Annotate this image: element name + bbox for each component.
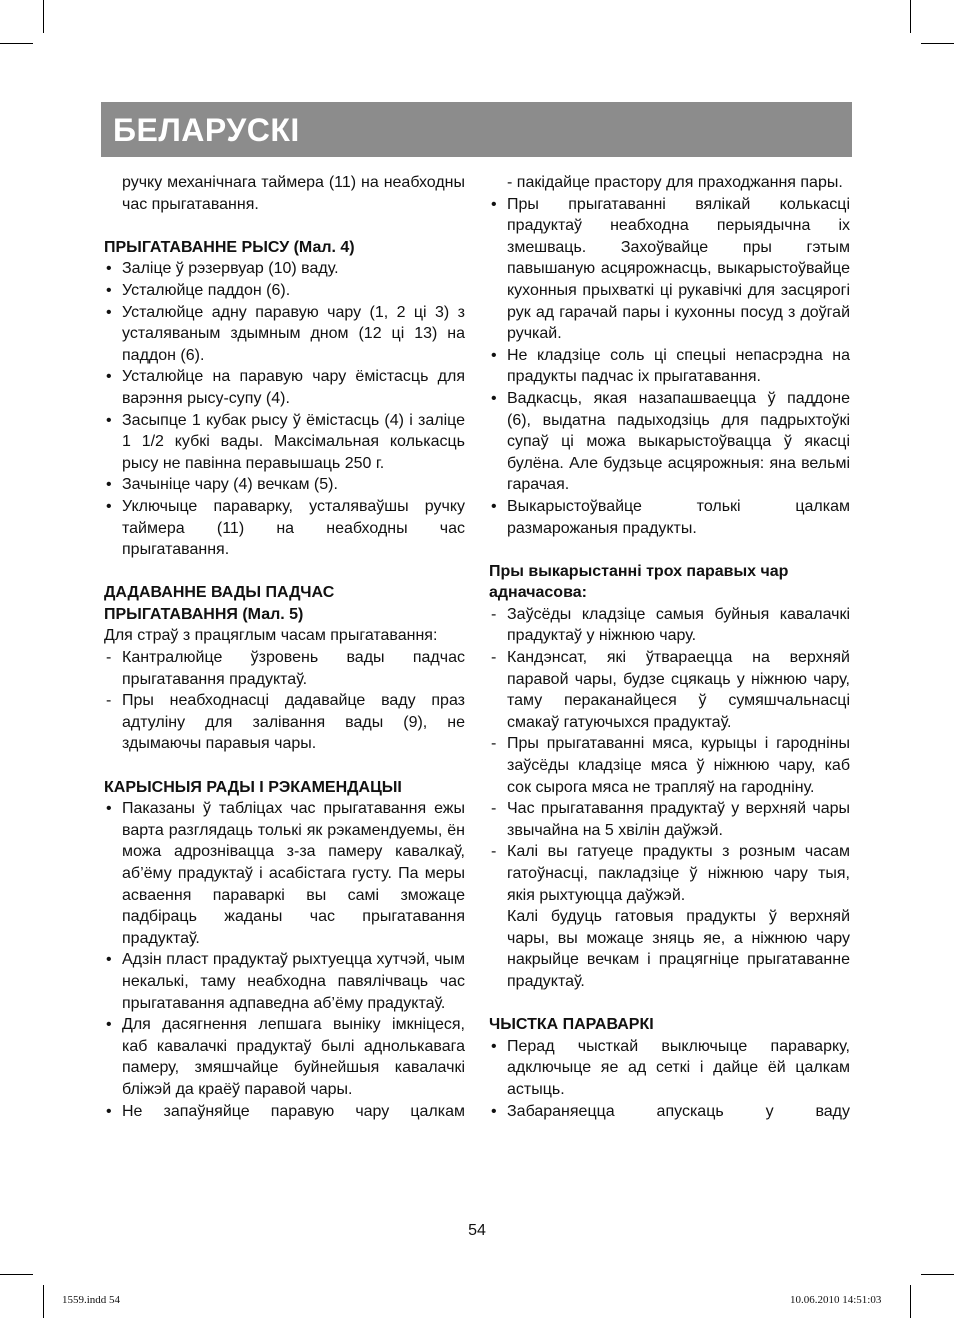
list-item: - Пры прыгатаванні мяса, курыцы і гародніны заўсёды кладзіце мяса ў ніжнюю чару, каб сок сырога мяса не трапляў на гародніну.	[491, 735, 850, 796]
bullet-icon: •	[106, 303, 112, 321]
crop-mark	[0, 43, 33, 44]
crop-mark	[910, 0, 911, 33]
section-heading-water: ДАДАВАННЕ ВАДЫ ПАДЧАС ПРЫГАТАВАННЯ (Мал. 5)	[104, 584, 335, 623]
list-item: • Паказаны ў табліцах час прыгатавання ежы варта разглядаць толькі як рэкамендуемы, ён можа адрозніваццa з-за памеру кавалкаў, аб’ёму прадуктаў і асабістага густу. Па меры асваення параваркі вы самі зможаце падбіраць жаданы час прыгатавання прадуктаў.	[106, 800, 465, 947]
list-item: • Перад чысткай выключыце параварку, адключыце яе ад сеткі і дайце ёй цалкам астыць.	[491, 1037, 850, 1098]
list-item: • Адзін пласт прадуктаў рыхтуецца хутчэй, чым некалькі, таму неабходна павялічваць час прыгатавання адпаведна аб’ёму прадуктаў.	[106, 951, 465, 1012]
section-heading-rice: ПРЫГАТАВАННЕ РЫСУ (Мал. 4)	[104, 238, 355, 256]
list-item: - Кантралюйце ўзровень вады падчас прыгатавання прадуктаў.	[106, 649, 465, 688]
slug-timestamp: 10.06.2010 14:51:03	[790, 1294, 882, 1306]
bullet-icon: •	[491, 346, 497, 364]
list-item: • Для дасягнення лепшага выніку імкніцеся, каб кавалачкі прадуктаў былі аднолькавага памеру, змяшчайце буйнейшыя кавалачкі бліжэй да краёў паравой чары.	[106, 1016, 465, 1098]
list-item: - Калі вы гатуеце прадукты з розным часам гатоўнасці, пакладзіце ў ніжнюю чару тыя, якія рыхтуюцца даўжэй.	[491, 843, 850, 904]
dash-marker: -	[106, 692, 112, 710]
bullet-icon: •	[491, 1102, 497, 1120]
bullet-icon: •	[106, 497, 112, 515]
list-item-continuation: Калі будуць гатовыя прадукты ў верхняй чары, вы можаце зняць яе, а ніжнюю чару накрыйце вечкам і працягніце прыгатаванне прадуктаў.	[507, 908, 850, 990]
bullet-icon: •	[491, 195, 497, 213]
bullet-icon: •	[491, 497, 497, 515]
bullet-icon: •	[106, 1102, 112, 1120]
crop-mark	[921, 43, 954, 44]
list-item: • Забараняецца апускаць у ваду	[489, 1101, 850, 1123]
list-item: • Усталюйце на паравую чару ёмістасць для варэння рысу-супу (4).	[106, 368, 465, 407]
list-item: • Пры прыгатаванні вялікай колькасці прадуктаў неабходна перыядычна іх змешваць. Захоўвайце пры гэтым павышаную асцярожнасць, выкарыстоўвайце кухонныя прыхваткі ці рукавічкі для засцярогі рук ад гарачай пары і кухонны посуд з доўгай ручкай.	[491, 195, 850, 343]
crop-mark	[910, 1285, 911, 1318]
list-item: • Усталюйце адну паравую чару (1, 2 ці 3) з усталяваным здымным дном (12 ці 13) на паддон (6).	[106, 303, 465, 364]
crop-mark	[921, 1274, 954, 1275]
dash-marker: -	[491, 605, 497, 623]
continued-paragraph: - пакідайце прастору для праходжання пары.	[507, 174, 843, 191]
dash-marker: -	[491, 649, 497, 667]
right-column	[489, 172, 850, 1122]
bullet-icon: •	[106, 368, 112, 386]
crop-mark	[0, 1274, 33, 1275]
list-item: - Кандэнсат, які ўтвараецца на верхняй паравой чары, будзе сцякаць у ніжнюю чару, таму пераканайцеся ў сумяшчальнасці смакаў гатуючыхся прадуктаў.	[491, 649, 850, 731]
crop-mark	[43, 1285, 44, 1318]
bullet-icon: •	[106, 260, 112, 278]
section-heading-three-bowls: Пры выкарыстанні трох паравых чар адначасова:	[489, 562, 789, 602]
crop-mark	[43, 0, 44, 33]
slug-file-info: 1559.indd 54	[62, 1294, 121, 1306]
bullet-icon: •	[106, 476, 112, 494]
list-item: - Час прыгатавання прадуктаў у верхняй чары звычайна на 5 хвілін даўжэй.	[491, 800, 850, 839]
page-title: БЕЛАРУСКІ	[113, 112, 300, 148]
section-heading-tips: КАРЫСНЫЯ РАДЫ І РЭКАМЕНДАЦЫІ	[104, 778, 402, 796]
left-column	[104, 172, 465, 1122]
list-item: - Пры неабходнасці дадавайце ваду праз адтуліну для залівання вады (9), не здымаючы паравыя чары.	[106, 692, 465, 753]
bullet-icon: •	[106, 951, 112, 969]
page-number: 54	[468, 1222, 486, 1239]
list-item: • Заліце ў рэзервуар (10) ваду.	[104, 258, 465, 280]
list-item: • Уключыце параварку, усталяваўшы ручку таймера (11) на неабходны час прыгатавання.	[106, 497, 465, 559]
dash-marker: -	[491, 800, 497, 818]
bullet-icon: •	[106, 1016, 112, 1034]
dash-marker: -	[491, 843, 497, 861]
bullet-icon: •	[491, 389, 497, 407]
list-item: • Не запаўняйце паравую чару цалкам	[104, 1101, 465, 1123]
list-item: • Засыпце 1 кубак рысу ў ёмістасць (4) і заліце 1 1/2 кубкі вады. Максімальная колькасць рысу не павінна перавышаць 250 г.	[106, 411, 465, 472]
bullet-icon: •	[106, 281, 112, 299]
water-intro: Для страў з працяглым часам прыгатавання:	[104, 627, 438, 645]
language-header-bar	[101, 102, 852, 157]
list-item: • Выкарыстоўвайце толькі цалкам размарожаныя прадукты.	[491, 497, 850, 537]
dash-marker: -	[106, 649, 112, 667]
bullet-icon: •	[491, 1037, 497, 1055]
bullet-icon: •	[106, 411, 112, 429]
list-item: • Вадкасць, якая назапашваецца ў паддоне (6), выдатна падыходзіць для падрыхтоўкі супаў ці можа выкарыстоўвацца ў якасці булёна. Але будзьце асцярожныя: яна вельмі гарачая.	[491, 389, 850, 494]
dash-marker: -	[491, 735, 497, 753]
bullet-icon: •	[106, 800, 112, 818]
list-item: - Заўсёды кладзіце самыя буйныя кавалачкі прадуктаў у ніжнюю чару.	[491, 605, 850, 645]
list-item: • Зачыніце чару (4) вечкам (5).	[104, 474, 465, 496]
list-item: • Не кладзіце соль ці спецыі непасрэдна на прадукты падчас іх прыгатавання.	[491, 346, 850, 386]
list-item: • Усталюйце паддон (6).	[104, 280, 465, 302]
continued-paragraph: ручку механічнага таймера (11) на неабходны час прыгатавання.	[122, 174, 465, 213]
section-heading-cleaning: ЧЫСТКА ПАРАВАРКІ	[489, 1016, 654, 1034]
